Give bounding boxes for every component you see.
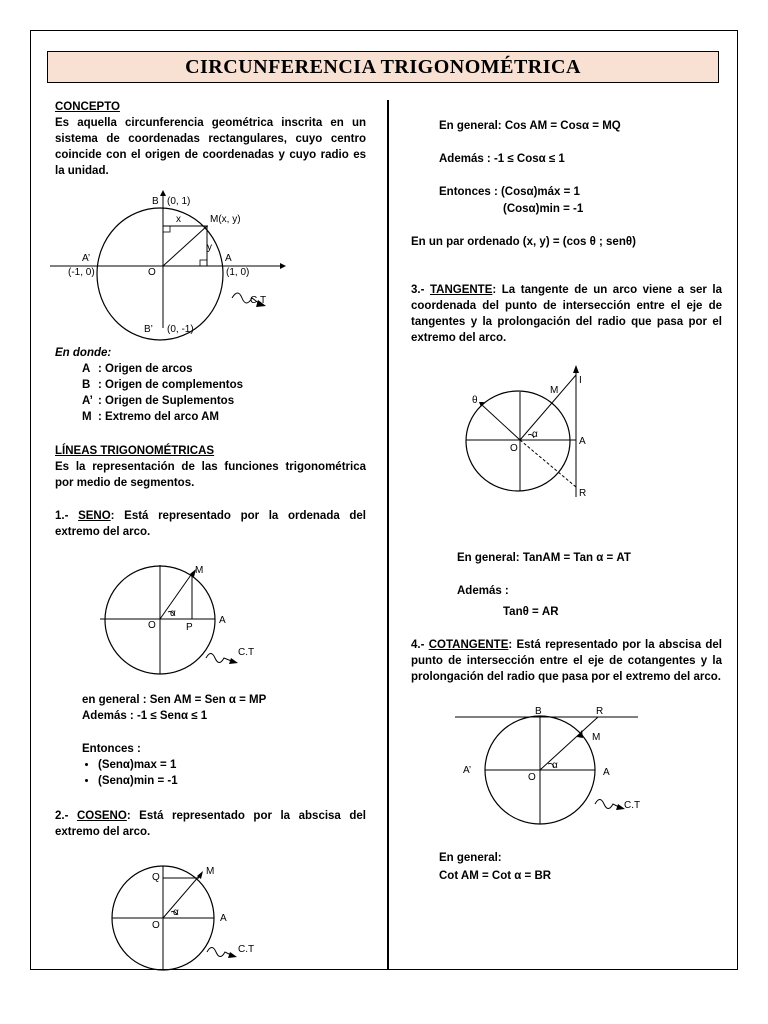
def-key-3: M [82, 411, 92, 423]
fig3-label-ct: C.T [238, 944, 255, 955]
fig5-label-b: B [535, 706, 542, 717]
fig3-label-alpha: α [173, 907, 179, 918]
seno-num: 1.- [55, 510, 69, 522]
cot-num: 4.- [411, 639, 425, 651]
fig2-label-m: M [195, 565, 204, 576]
seno-paragraph [55, 508, 366, 540]
fig3-label-o: O [152, 920, 160, 931]
def-key-0: A [82, 363, 91, 375]
fig1-label-m: M(x, y) [210, 214, 241, 225]
fig3-label-q: Q [152, 872, 160, 883]
def-key-2: A’ [82, 395, 93, 407]
fig2-label-o: O [148, 620, 156, 631]
fig5-label-o: O [528, 772, 536, 783]
cos-entonces: Entonces : (Cosα)máx = 1 [439, 186, 580, 198]
fig4-label-alpha: α [532, 429, 538, 440]
cos-ademas: Además : -1 ≤ Cosα ≤ 1 [439, 153, 565, 165]
fig1-label-y: y [207, 242, 212, 253]
fig1-label-b1-coord: (0, -1) [167, 324, 194, 335]
fig4-label-theta: θ [472, 395, 478, 406]
fig5-label-r: R [596, 706, 604, 717]
fig1-label-x: x [176, 214, 181, 225]
seno-text: : Está representado por la ordenada del extremo del arco. [55, 510, 366, 538]
fig1-label-b1: B’ [144, 324, 153, 335]
figure-unit-circle [60, 190, 290, 340]
def-key-1: B [82, 379, 91, 391]
figure-coseno [105, 860, 285, 970]
coseno-text: : Está representado por la abscisa del extremo del arco. [55, 810, 366, 838]
cot-general: Cot AM = Cot α = BR [439, 870, 552, 882]
concepto-text: Es aquella circunferencia geométrica inscrita en un sistema de coordenadas rectangulares, cuyo centro coincide con el origen de coordenadas y cuyo radio es la unidad. [55, 117, 366, 177]
coseno-title: COSENO [76, 810, 127, 822]
def-val-0: : Origen de arcos [98, 363, 193, 375]
page-title: CIRCUNFERENCIA TRIGONOMÉTRICA [47, 51, 719, 83]
coseno-paragraph [55, 808, 366, 840]
fig1-label-a-coord: (1, 0) [226, 267, 250, 278]
def-val-2: : Origen de Suplementos [98, 395, 235, 407]
fig1-label-ct: C.T [250, 295, 267, 306]
figure-tangente [460, 365, 610, 505]
fig5-label-a1: A’ [463, 765, 472, 776]
coseno-num: 2.- [55, 810, 69, 822]
tan-title: TANGENTE [429, 284, 493, 296]
tan-general: En general: TanAM = Tan α = AT [457, 552, 631, 564]
def-val-3: : Extremo del arco AM [98, 411, 219, 423]
tan-theta: Tanθ = AR [503, 606, 559, 618]
cot-general-label: En general: [439, 852, 502, 864]
column-divider [387, 100, 389, 970]
cos-general: En general: Cos AM = Cosα = MQ [439, 120, 621, 132]
fig2-label-alpha: α [170, 608, 176, 619]
fig4-label-o: O [510, 443, 518, 454]
fig5-label-a: A [603, 767, 610, 778]
tangente-paragraph [411, 282, 722, 346]
fig5-label-alpha: α [552, 760, 558, 771]
list-item: • (Senα)min = -1 [98, 773, 178, 789]
cotangente-paragraph [411, 637, 722, 685]
fig2-label-ct: C.T [238, 647, 255, 658]
fig3-label-m: M [206, 866, 215, 877]
tan-text: : La tangente de un arco viene a ser la coordenada del punto de intersección entre el eje de tangentes y la prolongación del radio que pasa por el extremo del arco. [411, 284, 722, 344]
fig1-label-b-coord: (0, 1) [167, 196, 191, 207]
en-donde: En donde: [55, 347, 112, 359]
fig4-label-m: M [550, 385, 559, 396]
fig1-label-a1-coord: (-1, 0) [68, 267, 95, 278]
seno-entonces: Entonces : [82, 743, 141, 755]
fig4-label-r: R [579, 488, 587, 499]
fig1-label-a: A [225, 253, 232, 264]
seno-general: en general : Sen AM = Sen α = MP [82, 694, 267, 706]
fig2-label-a: A [219, 615, 226, 626]
lineas-heading: LÍNEAS TRIGONOMÉTRICAS [55, 445, 215, 457]
fig3-label-a: A [220, 913, 227, 924]
fig4-label-a: A [579, 436, 586, 447]
cot-text: : Está representado por la abscisa del punto de intersección entre el eje de cotangentes y la prolongación del radio que pasa por el extremo del arco. [411, 639, 722, 683]
figure-seno [100, 560, 280, 680]
seno-bullets [82, 757, 178, 789]
fig5-label-ct: C.T [624, 800, 641, 811]
fig4-label-i: I [579, 375, 582, 386]
figure-cotangente [455, 700, 655, 835]
def-val-1: : Origen de complementos [98, 379, 244, 391]
cos-min: (Cosα)min = -1 [503, 203, 584, 215]
tan-ademas: Además : [457, 585, 509, 597]
fig1-label-o: O [148, 267, 156, 278]
seno-title: SENO [78, 510, 111, 522]
fig5-label-m: M [592, 732, 601, 743]
par-ordenado: En un par ordenado (x, y) = (cos θ ; senθ) [411, 236, 636, 248]
seno-ademas: Además : -1 ≤ Senα ≤ 1 [82, 710, 208, 722]
fig1-label-b: B [152, 196, 159, 207]
fig1-label-a1: A’ [82, 253, 91, 264]
fig2-label-p: P [186, 622, 193, 633]
tan-num: 3.- [411, 284, 425, 296]
lineas-text: Es la representación de las funciones trigonométrica por medio de segmentos. [55, 461, 366, 489]
concepto-heading: CONCEPTO [55, 101, 120, 113]
list-item: • (Senα)max = 1 [98, 757, 178, 773]
cot-title: COTANGENTE [428, 639, 509, 651]
